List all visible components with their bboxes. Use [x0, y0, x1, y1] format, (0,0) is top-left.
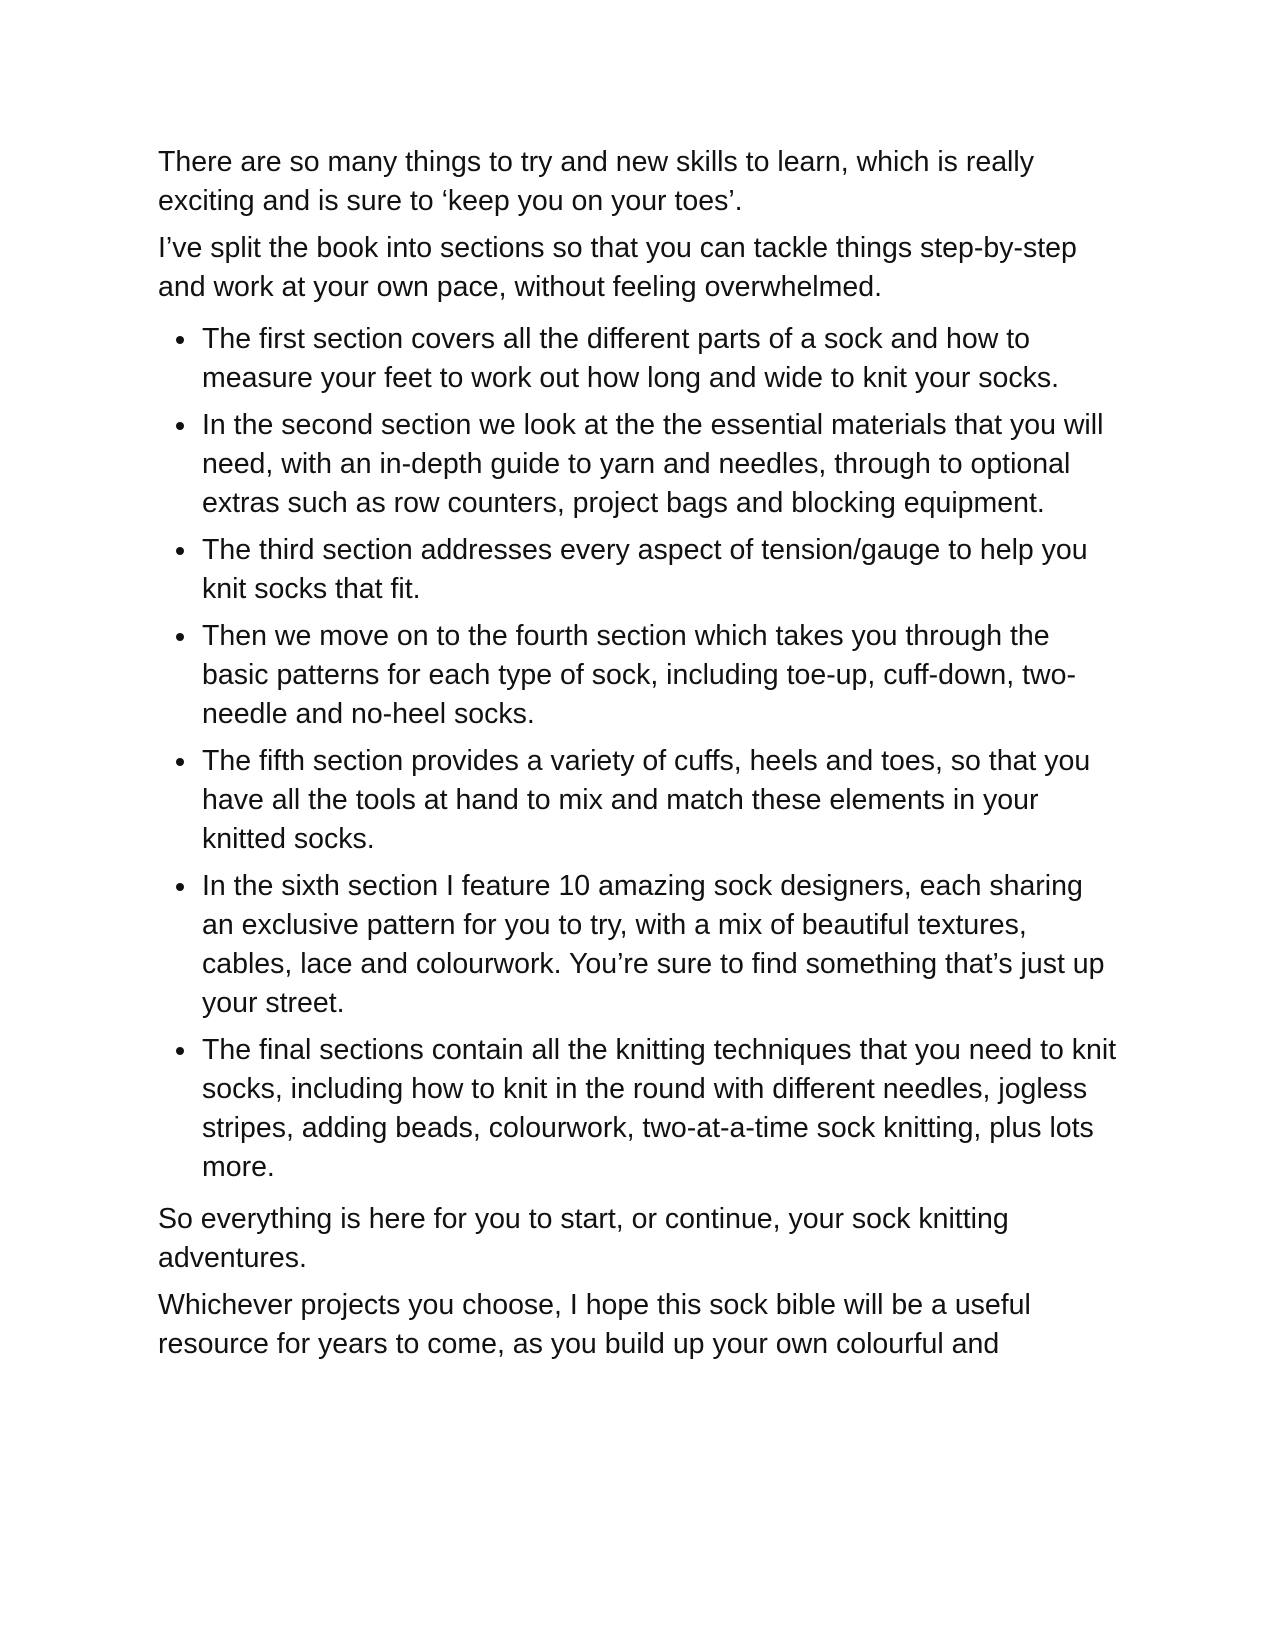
list-item-text: The fifth section provides a variety of cuffs, heels and toes, so that you have all the tools at hand to mix and match these elements in your knitted socks. — [202, 745, 1091, 855]
bullet-icon — [176, 336, 184, 344]
list-item-text: In the sixth section I feature 10 amazing sock designers, each sharing an exclusive pattern for you to try, with a mix of beautiful textures, cables, lace and colourwork. You’re sure to find something that’s just up your street. — [202, 870, 1105, 1019]
list-item-text: The first section covers all the different parts of a sock and how to measure your feet to work out how long and wide to knit your socks. — [202, 323, 1060, 394]
bullet-icon — [176, 758, 184, 766]
list-item-text: In the second section we look at the the essential materials that you will need, with an in-depth guide to yarn and needles, through to optional extras such as row counters, project bags and blocking equipment. — [202, 409, 1104, 519]
bullet-icon — [176, 1047, 184, 1055]
list-item — [158, 406, 1118, 523]
list-item — [158, 742, 1118, 859]
closing-paragraph: Whichever projects you choose, I hope this sock bible will be a useful resource for years to come, as you build up your own colourful and — [158, 1289, 1031, 1360]
intro-paragraph: I’ve split the book into sections so that you can tackle things step-by-step and work at your own pace, without feeling overwhelmed. — [158, 232, 1077, 303]
bullet-icon — [176, 883, 184, 891]
bullet-icon — [176, 422, 184, 430]
intro-paragraph: There are so many things to try and new skills to learn, which is really exciting and is sure to ‘keep you on your toes’. — [158, 146, 1034, 217]
list-item — [158, 320, 1118, 398]
list-item — [158, 617, 1118, 734]
list-item-text: The final sections contain all the knitting techniques that you need to knit socks, including how to knit in the round with different needles, jogless stripes, adding beads, colourwork, two-at-a-time sock knitting, plus lots more. — [202, 1034, 1117, 1183]
closing-paragraph: So everything is here for you to start, or continue, your sock knitting adventures. — [158, 1203, 1009, 1274]
list-item — [158, 867, 1118, 1023]
list-item-text: The third section addresses every aspect of tension/gauge to help you knit socks that fit. — [202, 534, 1088, 605]
bullet-icon — [176, 633, 184, 641]
list-item — [158, 1031, 1118, 1187]
document-page — [158, 143, 1118, 1372]
list-item-text: Then we move on to the fourth section which takes you through the basic patterns for each type of sock, including toe-up, cuff-down, two-needle and no-heel socks. — [202, 620, 1076, 730]
bullet-icon — [176, 547, 184, 555]
list-item — [158, 531, 1118, 609]
sections-list — [158, 320, 1118, 1187]
